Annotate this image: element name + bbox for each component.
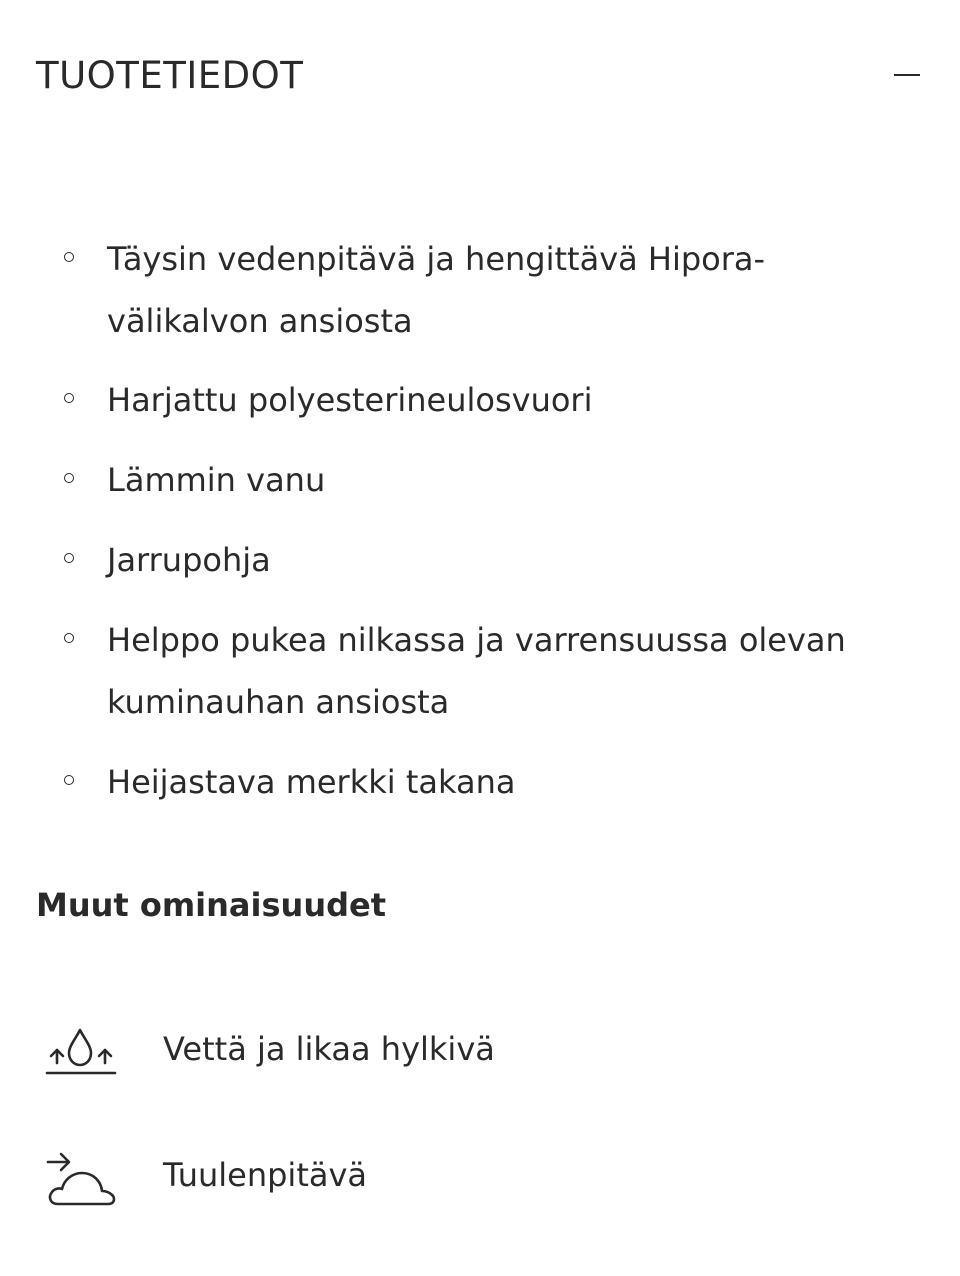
list-item [60,228,900,352]
bullet-circle-icon [64,252,74,262]
property-row-windproof [36,1146,916,1226]
feature-text: Helppo pukea nilkassa ja varrensuussa olevan kuminauhan ansiosta [107,621,846,721]
feature-text: Jarrupohja [107,541,271,579]
list-item [60,529,900,591]
water-repellent-icon [44,1020,118,1090]
list-item [60,449,900,511]
bullet-circle-icon [64,553,74,563]
minus-icon[interactable] [894,66,920,84]
accordion-header-product-details[interactable] [36,50,924,102]
bullet-circle-icon [64,393,74,403]
windproof-icon [44,1146,118,1216]
bullet-circle-icon [64,775,74,785]
list-item [60,751,900,813]
feature-text: Heijastava merkki takana [107,763,516,801]
bullet-circle-icon [64,633,74,643]
list-item [60,369,900,431]
property-label: Tuulenpitävä [163,1156,368,1194]
list-item [60,609,900,733]
accordion-title: TUOTETIEDOT [36,54,304,97]
section-heading-other-properties: Muut ominaisuudet [36,886,386,924]
bullet-circle-icon [64,473,74,483]
feature-text: Täysin vedenpitävä ja hengittävä Hipora-välikalvon ansiosta [107,240,766,340]
feature-text: Harjattu polyesterineulosvuori [107,381,593,419]
property-row-water-repellent [36,1020,916,1100]
feature-text: Lämmin vanu [107,461,326,499]
property-label: Vettä ja likaa hylkivä [163,1030,495,1068]
